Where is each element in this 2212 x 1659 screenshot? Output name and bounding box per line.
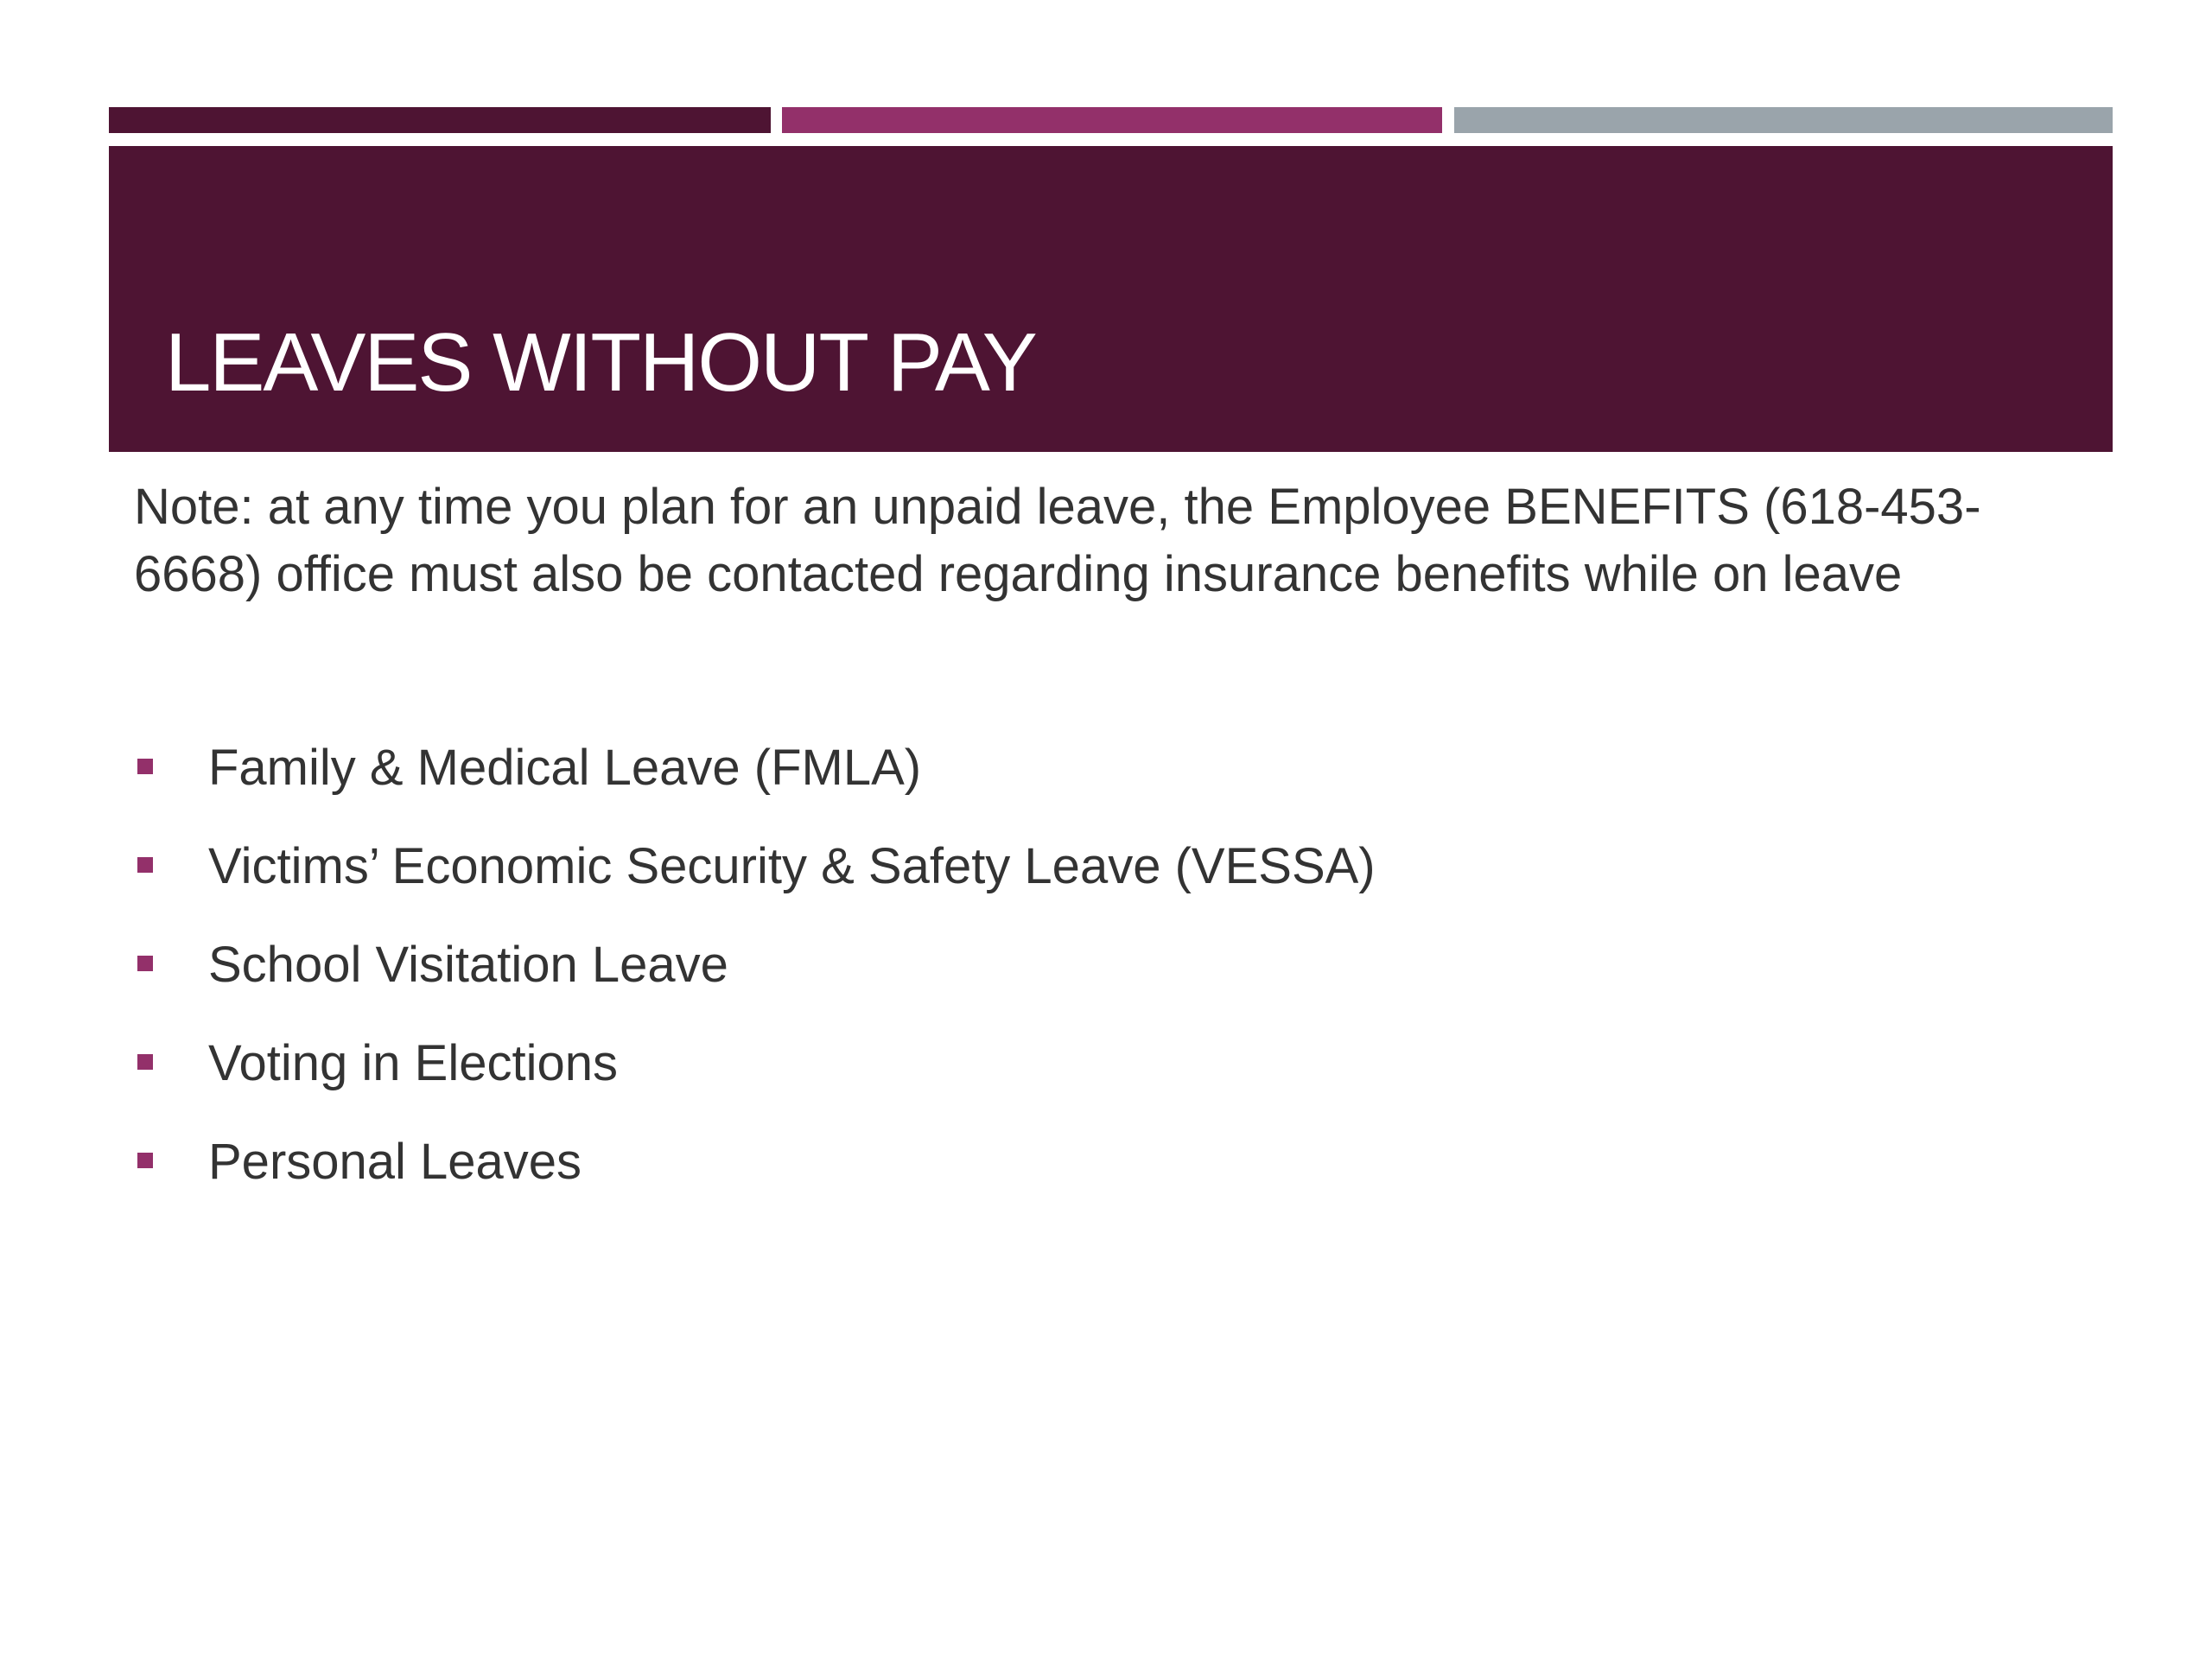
- bullet-list: [134, 734, 1376, 1227]
- list-item: [134, 833, 1376, 931]
- accent-bar-gray: [1454, 107, 2113, 133]
- square-bullet-icon: [137, 1153, 153, 1168]
- square-bullet-icon: [137, 857, 153, 873]
- list-item-text: Personal Leaves: [208, 1134, 582, 1190]
- list-item: [134, 734, 1376, 833]
- list-item-text: Family & Medical Leave (FMLA): [208, 740, 922, 796]
- square-bullet-icon: [137, 759, 153, 774]
- accent-bar-magenta: [782, 107, 1442, 133]
- list-item-text: School Visitation Leave: [208, 937, 728, 993]
- list-item: [134, 1128, 1376, 1227]
- note-text: Note: at any time you plan for an unpaid leave, the Employee BENEFITS (618-453-6668) office must also be contacted regarding insurance benefits while on leave: [134, 479, 1981, 602]
- title-band: [109, 146, 2113, 452]
- accent-bar-dark: [109, 107, 771, 133]
- square-bullet-icon: [137, 1054, 153, 1070]
- list-item-text: Victims’ Economic Security & Safety Leave (VESSA): [208, 838, 1376, 894]
- list-item: [134, 1030, 1376, 1128]
- list-item-text: Voting in Elections: [208, 1035, 618, 1091]
- list-item: [134, 931, 1376, 1030]
- square-bullet-icon: [137, 956, 153, 971]
- slide-title: LEAVES WITHOUT PAY: [165, 316, 1036, 409]
